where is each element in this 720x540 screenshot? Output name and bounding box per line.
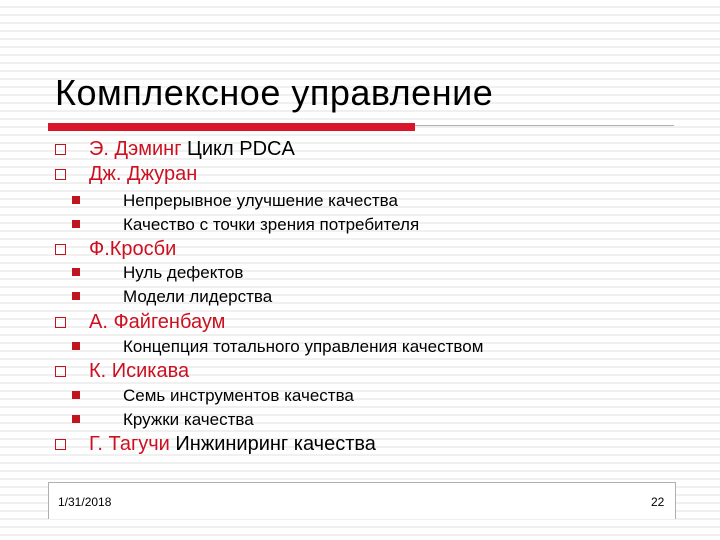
hollow-square-bullet-icon (55, 244, 66, 255)
hollow-square-bullet-icon (55, 144, 66, 155)
list-item-crosby (55, 238, 176, 261)
sub-item (72, 215, 419, 235)
filled-square-bullet-icon (72, 391, 80, 399)
sub-item-text: Семь инструментов качества (123, 386, 354, 405)
sub-item (72, 386, 354, 406)
sub-item (72, 263, 243, 283)
person-name: Ф.Кросби (89, 238, 177, 260)
person-name: Г. Тагучи (89, 433, 170, 455)
person-name: К. Исикава (89, 360, 190, 382)
page-number: 22 (651, 495, 665, 509)
slide-title: Комплексное управление (55, 72, 494, 113)
person-name: Дж. Джуран (89, 163, 198, 185)
sub-item-text: Кружки качества (123, 410, 254, 429)
list-item-juran (55, 163, 197, 186)
title-accent-bar (48, 123, 415, 131)
list-item-deming (55, 138, 295, 161)
filled-square-bullet-icon (72, 292, 80, 300)
list-item-feigenbaum (55, 311, 225, 334)
list-item-ishikawa (55, 360, 189, 383)
person-name: А. Файгенбаум (89, 311, 226, 333)
sub-item-text: Качество с точки зрения потребителя (123, 215, 420, 234)
sub-item-text: Нуль дефектов (123, 263, 244, 282)
item-description: Цикл PDCA (181, 138, 295, 160)
sub-item-text: Модели лидерства (123, 287, 273, 306)
hollow-square-bullet-icon (55, 366, 66, 377)
sub-item (72, 287, 272, 307)
hollow-square-bullet-icon (55, 439, 66, 450)
sub-item (72, 337, 483, 357)
hollow-square-bullet-icon (55, 317, 66, 328)
hollow-square-bullet-icon (55, 169, 66, 180)
footer-frame (48, 482, 676, 519)
filled-square-bullet-icon (72, 196, 80, 204)
sub-item (72, 191, 398, 211)
list-item-taguchi (55, 433, 376, 456)
sub-item (72, 410, 254, 430)
filled-square-bullet-icon (72, 220, 80, 228)
filled-square-bullet-icon (72, 342, 80, 350)
sub-item-text: Концепция тотального управления качеством (123, 337, 484, 356)
item-description: Инжиниринг качества (169, 433, 376, 455)
footer-date: 1/31/2018 (58, 495, 112, 509)
filled-square-bullet-icon (72, 268, 80, 276)
filled-square-bullet-icon (72, 415, 80, 423)
person-name: Э. Дэминг (89, 138, 182, 160)
sub-item-text: Непрерывное улучшение качества (123, 191, 398, 210)
